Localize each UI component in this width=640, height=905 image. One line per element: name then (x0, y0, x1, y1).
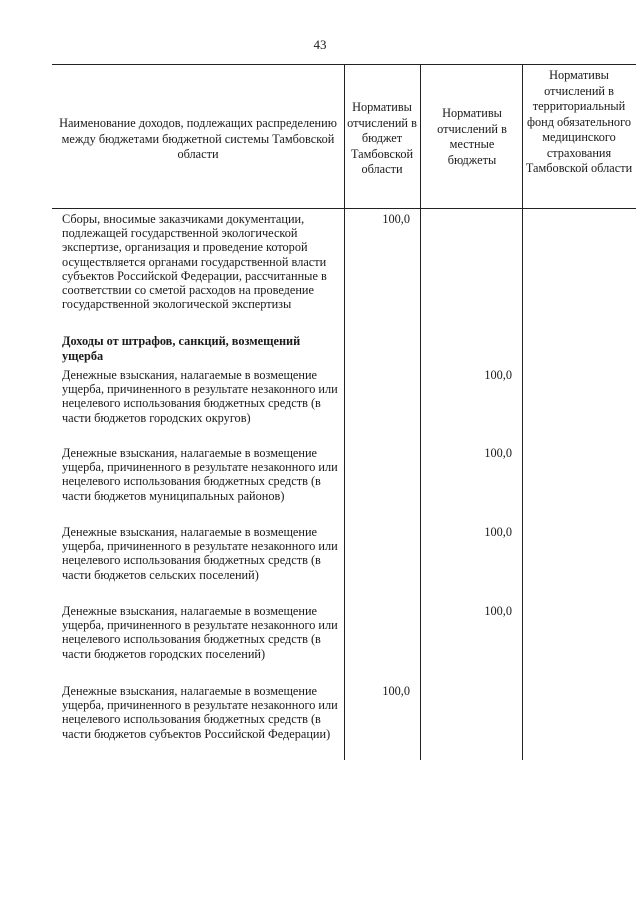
section-heading: Доходы от штрафов, санкций, возмещений ущерба (62, 334, 301, 363)
header-revenue-name: Наименование доходов, подлежащих распределению между бюджетами бюджетной системы Тамбовской области (59, 116, 337, 161)
header-regional-budget: Нормативы отчислений в бюджет Тамбовской области (347, 100, 417, 176)
page-number: 43 (313, 37, 327, 52)
regional-budget-value: 100,0 (382, 212, 410, 226)
revenue-name: Денежные взыскания, налагаемые в возмещение ущерба, причиненного в результате незаконного или нецелевого использования бюджетных средств (в части бюджетов муниципальных районов) (62, 446, 338, 503)
revenue-name: Денежные взыскания, налагаемые в возмещение ущерба, причиненного в результате незаконного или нецелевого использования бюджетных средств (в части бюджетов субъектов Российской Федерации) (62, 684, 338, 741)
local-budget-value: 100,0 (484, 446, 512, 460)
column-divider (522, 64, 523, 208)
column-divider (522, 208, 523, 760)
revenue-name: Денежные взыскания, налагаемые в возмещение ущерба, причиненного в результате незаконного или нецелевого использования бюджетных средств (в части бюджетов сельских поселений) (62, 525, 338, 582)
column-divider (344, 64, 345, 208)
regional-budget-value: 100,0 (382, 684, 410, 698)
local-budget-value: 100,0 (484, 525, 512, 539)
revenue-name: Денежные взыскания, налагаемые в возмещение ущерба, причиненного в результате незаконного или нецелевого использования бюджетных средств (в части бюджетов городских округов) (62, 368, 338, 425)
column-divider (420, 64, 421, 208)
revenue-name: Денежные взыскания, налагаемые в возмещение ущерба, причиненного в результате незаконного или нецелевого использования бюджетных средств (в части бюджетов городских поселений) (62, 604, 338, 661)
column-divider (344, 208, 345, 760)
header-medical-insurance-fund: Нормативы отчислений в территориальный фонд обязательного медицинского страхования Тамбовской области (525, 68, 633, 175)
local-budget-value: 100,0 (484, 604, 512, 618)
header-local-budgets: Нормативы отчислений в местные бюджеты (437, 106, 507, 167)
revenue-name: Сборы, вносимые заказчиками документации, подлежащей государственной экологической экспертизе, организация и проведение которой осуществляется органами государственной власти субъектов Российской Федерации, рассчитанные в соответствии со сметой расходов на проведение государственной экологической экспертизы (62, 212, 327, 312)
local-budget-value: 100,0 (484, 368, 512, 382)
column-divider (420, 208, 421, 760)
